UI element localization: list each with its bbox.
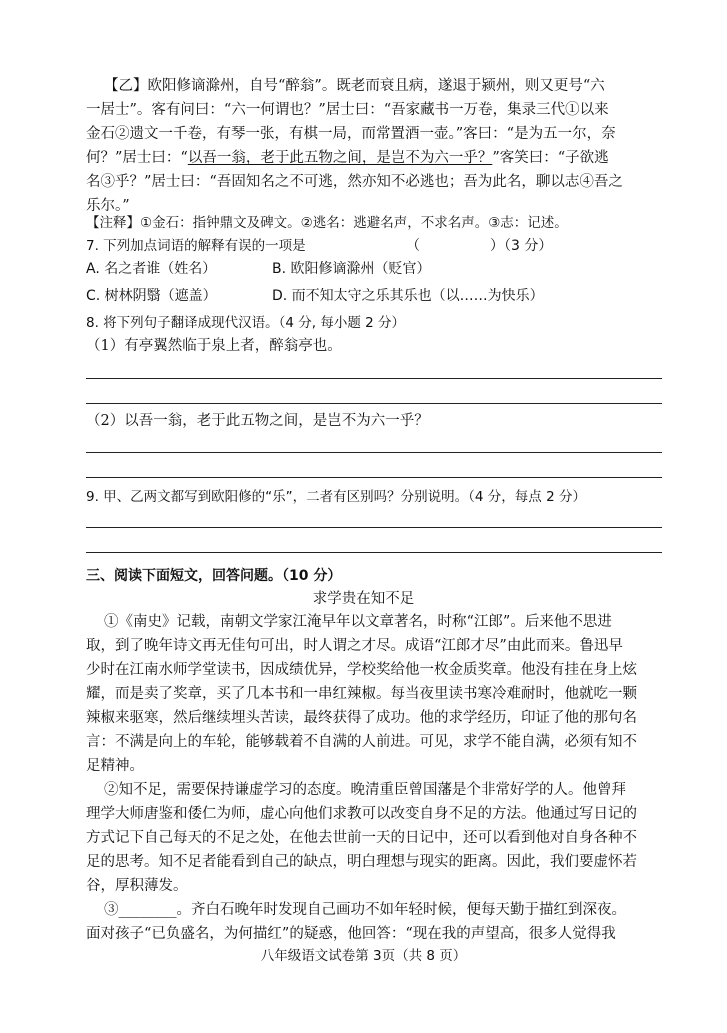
passage-b-line: 名③乎？”居士曰：“吾固知名之不可逃，然亦知不必逃也；吾为此名，聊以志④吾之 [86,174,623,190]
paragraph-1-line: ①《南史》记载，南朝文学家江淹早年以文章著名，时称“江郎”。后来他不思进 [104,614,612,630]
passage-b-line: 一居士”。客有问曰：“六一何谓也？”居士曰：“吾家藏书一万卷，集录三代①以来 [86,102,609,118]
passage-b-text: ”客笑曰：“子欲逃 [492,150,609,166]
page-footer: 八年级语文试卷第 3页（共 8 页） [260,948,467,964]
option-b: B. 欧阳修谪滁州（贬官） [272,261,431,277]
answer-line [86,403,662,404]
question-9: 9. 甲、乙两文都写到欧阳修的“乐”，二者有区别吗？分别说明。（4 分，每点 2 分） [86,489,586,505]
passage-b-line: 乐尔。” [86,198,130,214]
answer-line [86,477,662,478]
paragraph-1-line: 耀，而是卖了奖章，买了几本书和一串红辣椒。每当夜里读书寒冷难耐时，他就吃一颗 [86,686,637,702]
passage-b-line [86,148,666,168]
paragraph-3-line: ③________。齐白石晚年时发现自己画功不如年轻时候，便每天勤于描红到深夜。 [104,902,626,918]
option-d: D. 而不知太守之乐其乐也（以……为快乐） [272,288,544,304]
paragraph-2-line: 谷，厚积薄发。 [86,878,188,894]
paragraph-1-line: 辣椒来驱寒，然后继续埋头苦读，最终获得了成功。他的求学经历，印证了他的那句名 [86,710,637,726]
answer-line [86,452,662,453]
question-8-sentence-2: （2）以吾一翁，老于此五物之间，是岂不为六一乎？ [86,413,429,429]
paragraph-2-line: 方式记下自己每天的不足之处，在他去世前一天的日记中，还可以看到他对自身各种不 [86,830,637,846]
underlined-sentence: 以吾一翁，老于此五物之间，是岂不为六一乎？ [187,150,493,166]
paragraph-1-line: 足精神。 [86,758,144,774]
paragraph-3-line: 面对孩子“已负盛名，为何描红”的疑惑，他回答：“现在我的声望高，很多人觉得我 [86,926,616,942]
paragraph-1-line: 言：不满是向上的车轮，能够载着不自满的人前进。可见，求学不能自满，必须有知不 [86,734,637,750]
question-8-stem: 8. 将下列句子翻译成现代汉语。（4 分, 每小题 2 分） [86,315,406,331]
question-7-stem [86,236,666,256]
passage-b-line: 金石②遗文一千卷，有琴一张，有棋一局，而常置酒一壶。”客曰：“是为五一尔，奈 [86,126,616,142]
paragraph-2-line: ②知不足，需要保持谦虚学习的态度。晚清重臣曾国藩是个非常好学的人。他曾拜 [104,782,626,798]
section-3-heading: 三、阅读下面短文，回答问题。（10 分） [86,568,342,584]
paragraph-1-line: 少时在江南水师学堂读书，因成绩优异，学校奖给他一枚金质奖章。他没有挂在身上炫 [86,662,637,678]
passage-b-text: 何？”居士曰：“ [86,150,188,166]
annotation-notes: 【注释】①金石：指钟鼎文及碑文。②逃名：逃避名声，不求名声。③志：记述。 [86,215,568,231]
paragraph-2-line: 足的思考。知不足者能看到自己的缺点，明白理想与现实的距离。因此，我们要虚怀若 [86,854,637,870]
answer-blank-q7: （ ）（3 分） [406,238,553,254]
answer-line [86,527,662,528]
paragraph-1-line: 取，到了晚年诗文再无佳句可出，时人谓之才尽。成语“江郎才尽”由此而来。鲁迅早 [86,638,623,654]
question-7-text: 7. 下列加点词语的解释有误的一项是 [86,238,306,254]
option-c: C. 树林阴翳（遮盖） [86,288,217,304]
paragraph-2-line: 理学大师唐鉴和倭仁为师，虚心向他们求教可以改变自身不足的方法。他通过写日记的 [86,806,637,822]
article-title: 求学贵在知不足 [312,591,415,607]
passage-b-line: 【乙】欧阳修谪滁州，自号“醉翁”。既老而衰且病，遂退于颍州，则又更号“六 [104,78,605,94]
option-a: A. 名之者谁（姓名） [86,261,217,277]
answer-line [86,378,662,379]
question-8-sentence-1: （1）有亭翼然临于泉上者，醉翁亭也。 [86,338,342,354]
answer-line [86,552,662,553]
